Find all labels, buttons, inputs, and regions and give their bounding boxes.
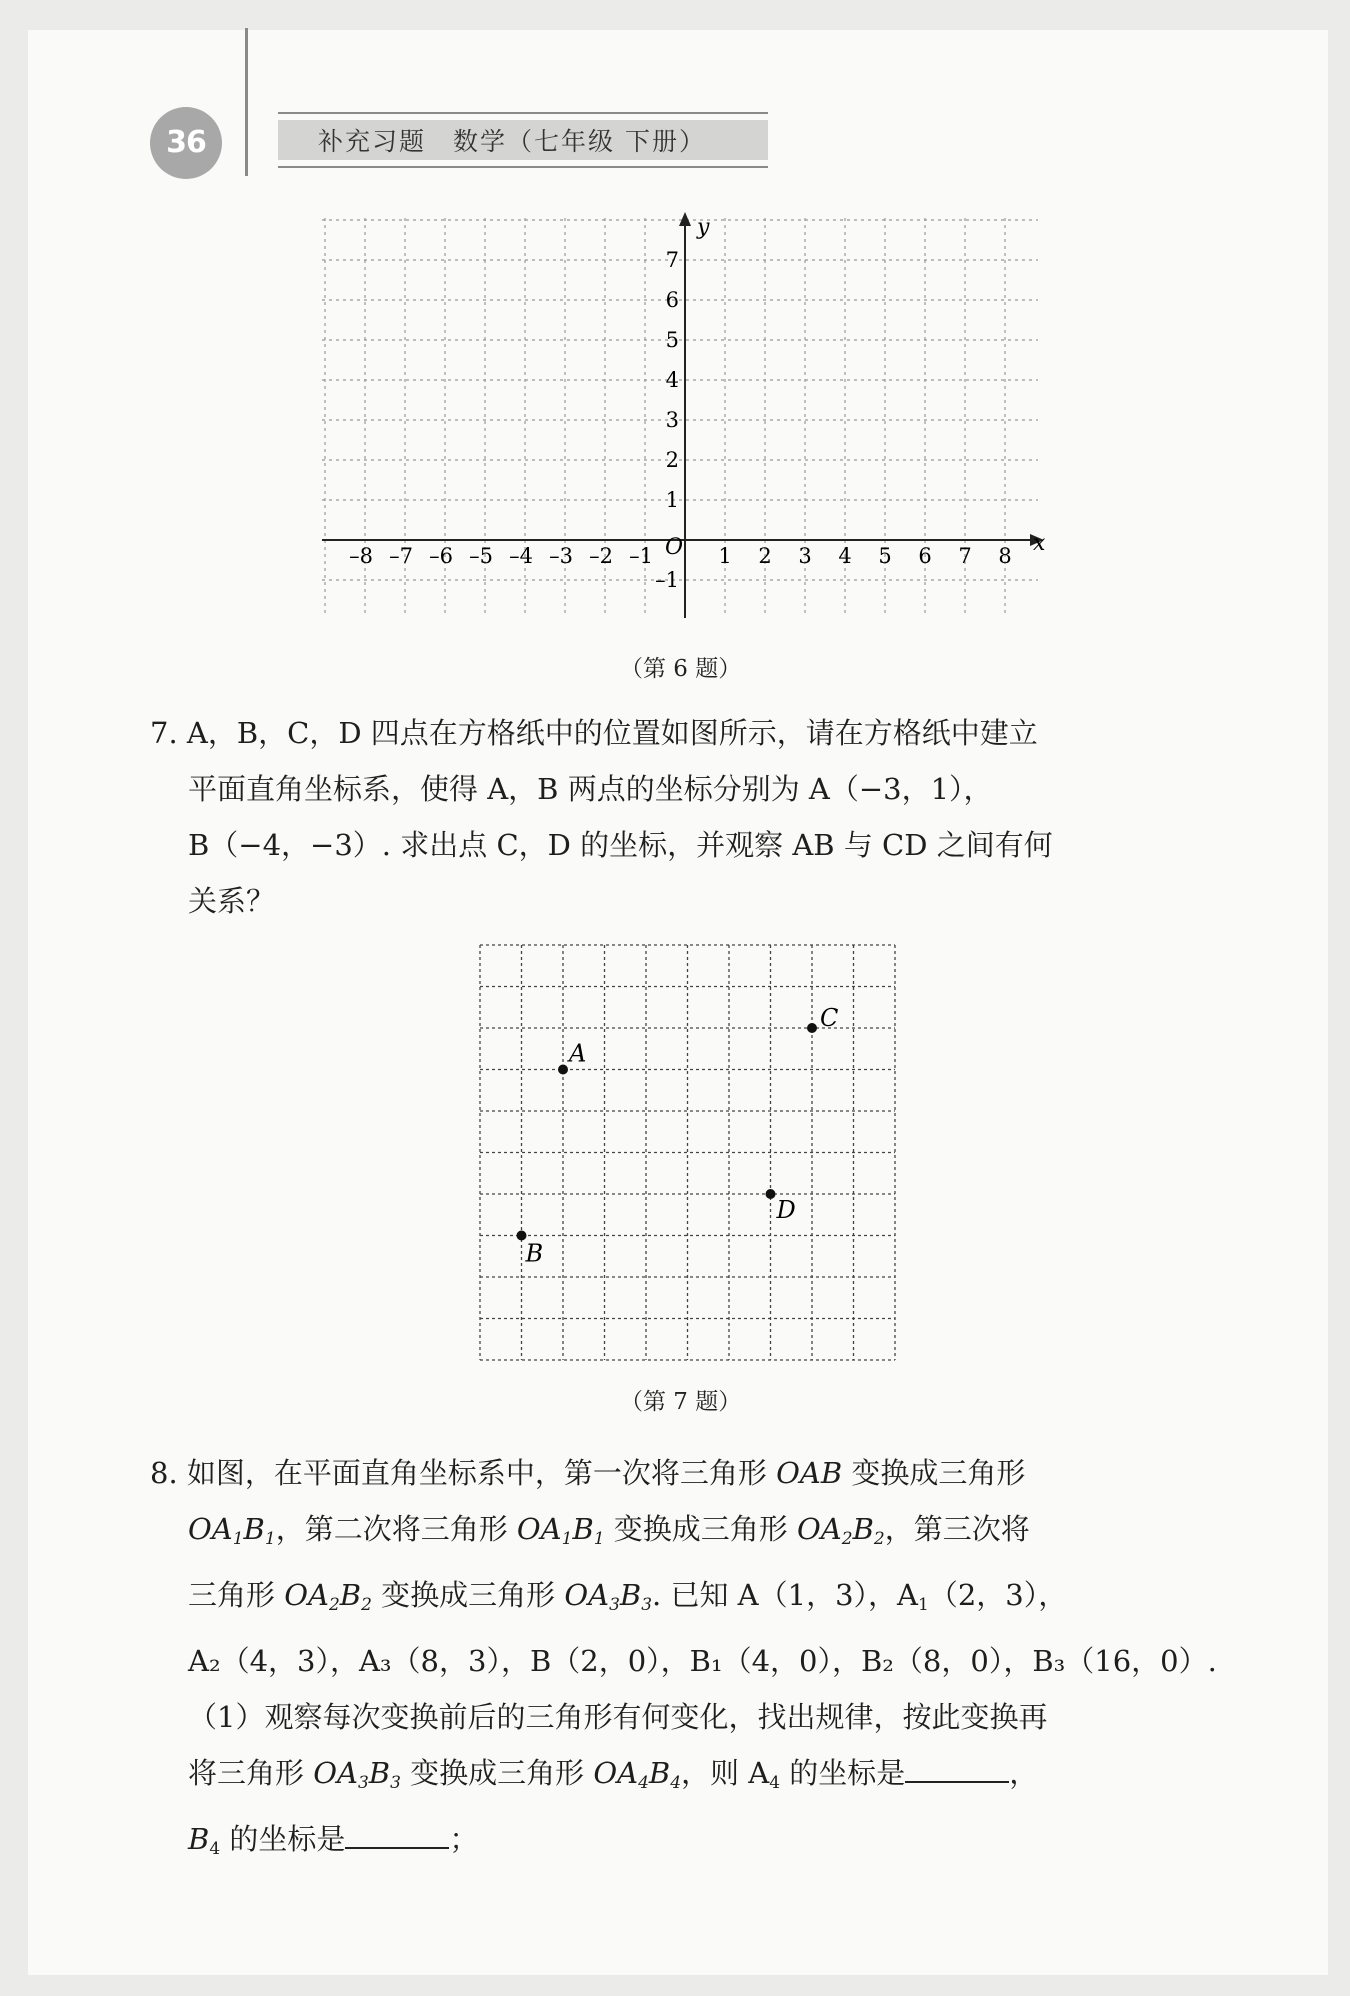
x-tick-label: –8 bbox=[349, 544, 373, 568]
y-tick-label: 6 bbox=[665, 288, 679, 312]
x-tick-label: –1 bbox=[629, 544, 653, 568]
y-tick-label: 5 bbox=[665, 328, 679, 352]
problem-7 bbox=[150, 705, 1230, 929]
answer-blank-b4[interactable] bbox=[345, 1825, 449, 1849]
y-tick-label: 1 bbox=[665, 488, 679, 512]
problem-8-line-3: 三角形 $OA_2B_2$ 变换成三角形 $OA_3B_3$. 已知 A（1，3），$A_1(2$，3）， bbox=[188, 1578, 1068, 1615]
y-axis-arrow-icon bbox=[679, 212, 691, 226]
y-tick-label: 4 bbox=[665, 368, 679, 392]
point-a bbox=[558, 1065, 568, 1075]
point-d bbox=[766, 1189, 776, 1199]
x-tick-label: 8 bbox=[998, 544, 1012, 568]
point-label-d: D bbox=[776, 1196, 796, 1224]
x-axis-label: x bbox=[1033, 531, 1046, 556]
x-tick-label: 5 bbox=[878, 544, 892, 568]
figure-7-caption: （第 7 题） bbox=[620, 1389, 742, 1415]
origin-label: O bbox=[665, 535, 684, 560]
running-header bbox=[278, 112, 768, 168]
x-tick-label: 2 bbox=[758, 544, 772, 568]
y-tick-label: –1 bbox=[655, 568, 679, 592]
x-tick-label: –2 bbox=[589, 544, 613, 568]
problem-7-line-1: 7. A，B，C，D 四点在方格纸中的位置如图所示，请在方格纸中建立 bbox=[150, 716, 1038, 750]
problem-7-line-2: 平面直角坐标系，使得 A，B 两点的坐标分别为 A（−3，1）， bbox=[188, 772, 993, 806]
problem-8 bbox=[150, 1445, 1230, 1877]
problem-8-line-4: A₂（4，3），A₃（8，3），B（2，0），B₁（4，0），B₂（8，0），B₃（16，0）. bbox=[188, 1644, 1217, 1678]
figure-6-caption: （第 6 题） bbox=[620, 656, 742, 682]
problem-8-line-6: 将三角形 $OA_3B_3$ 变换成三角形 $OA_4B_4$，则 $A_4$ 的坐标是 ， bbox=[188, 1756, 1039, 1793]
point-label-b: B bbox=[525, 1239, 544, 1268]
problem-7-line-3: B（−4，−3）. 求出点 C，D 的坐标，并观察 AB 与 CD 之间有何 bbox=[188, 828, 1053, 862]
y-tick-label: 3 bbox=[665, 408, 679, 432]
problem-8-line-5: （1）观察每次变换前后的三角形有何变化，找出规律，按此变换再 bbox=[188, 1700, 1048, 1734]
x-tick-label: –3 bbox=[549, 544, 573, 568]
problem-8-line-2: $OA_1B_1$，第二次将三角形 $OA_1B_1$ 变换成三角形 $OA_2B_2$，第三次将 bbox=[188, 1512, 1030, 1549]
x-tick-label: –4 bbox=[509, 544, 533, 568]
problem-8-line-1: 8. 如图，在平面直角坐标系中，第一次将三角形 OAB 变换成三角形 bbox=[150, 1456, 1026, 1490]
y-tick-label: 7 bbox=[665, 248, 679, 272]
x-tick-label: 7 bbox=[958, 544, 972, 568]
x-tick-label: 3 bbox=[798, 544, 812, 568]
x-tick-label: –5 bbox=[469, 544, 493, 568]
x-tick-label: –7 bbox=[389, 544, 413, 568]
x-tick-label: 1 bbox=[718, 544, 732, 568]
y-axis-label: y bbox=[697, 215, 710, 240]
answer-blank-a4[interactable] bbox=[905, 1759, 1009, 1783]
page-number-badge: 36 bbox=[150, 107, 222, 179]
problem-7-line-4: 关系？ bbox=[188, 884, 276, 918]
running-header-title: 补充习题 数学（七年级 下册） bbox=[318, 127, 706, 156]
figure-7-grid bbox=[470, 935, 890, 1355]
x-tick-label: 6 bbox=[918, 544, 932, 568]
point-c bbox=[807, 1023, 817, 1033]
point-label-c: C bbox=[820, 1004, 839, 1032]
x-tick-label: 4 bbox=[838, 544, 852, 568]
margin-rule bbox=[245, 28, 248, 176]
y-tick-label: 2 bbox=[665, 448, 679, 472]
point-label-a: A bbox=[569, 1039, 587, 1068]
problem-8-line-7: $B_4$ 的坐标是 ； bbox=[188, 1822, 479, 1859]
figure-6-coordinate-plane bbox=[300, 210, 1060, 620]
x-tick-label: –6 bbox=[429, 544, 453, 568]
